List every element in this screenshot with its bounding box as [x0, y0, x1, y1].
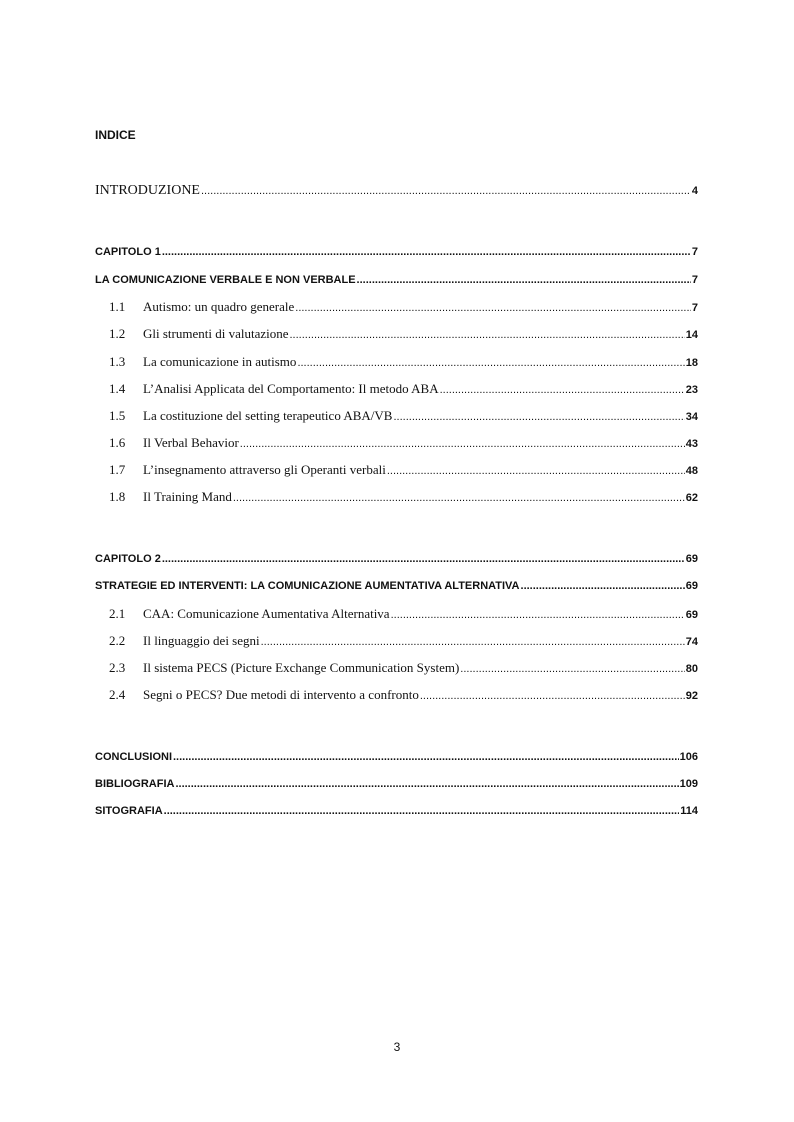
toc-entry-page: 74 [685, 636, 698, 648]
toc-entry-label: Autismo: un quadro generale [143, 299, 295, 314]
toc-entry-label: STRATEGIE ED INTERVENTI: LA COMUNICAZIONE AUMENTATIVA ALTERNATIVA [95, 580, 520, 592]
toc-entry-label: CAA: Comunicazione Aumentativa Alternativa [143, 606, 390, 621]
toc-heading: INDICE [95, 128, 136, 142]
toc-entry-label: Segni o PECS? Due metodi di intervento a confronto [143, 687, 419, 702]
section-number: 1.7 [109, 462, 126, 477]
toc-entry-section-1-3[interactable] [109, 353, 698, 371]
toc-entry-label: CONCLUSIONI [95, 751, 172, 763]
dot-leader [261, 633, 685, 650]
section-number: 1.1 [109, 299, 126, 314]
toc-entry-label: Il Training Mand [143, 489, 232, 504]
dot-leader [290, 326, 685, 343]
toc-entry-section-1-4[interactable] [109, 380, 698, 398]
toc-entry-page: 18 [685, 357, 698, 369]
toc-entry-bibliografia[interactable] [95, 775, 698, 793]
toc-entry-conclusioni[interactable] [95, 748, 698, 766]
toc-entry-capitolo-1[interactable] [95, 243, 698, 261]
toc-entry-chapter-2-subtitle[interactable] [95, 577, 698, 595]
dot-leader [164, 802, 680, 820]
toc-entry-sitografia[interactable] [95, 802, 698, 820]
toc-entry-section-1-7[interactable] [109, 461, 698, 479]
toc-entry-page: 69 [685, 609, 698, 621]
toc-entry-page: 69 [685, 553, 698, 565]
dot-leader [420, 687, 685, 704]
dot-leader [201, 182, 691, 200]
section-number: 1.2 [109, 326, 126, 341]
toc-entry-introduzione[interactable] [95, 182, 698, 200]
dot-leader [357, 271, 691, 289]
toc-entry-page: 34 [685, 411, 698, 423]
toc-entry-label: CAPITOLO 1 [95, 246, 161, 258]
toc-entry-page: 69 [685, 580, 698, 592]
toc-entry-section-1-5[interactable] [109, 407, 698, 425]
toc-entry-page: 7 [691, 274, 698, 286]
dot-leader [393, 408, 684, 425]
dot-leader [162, 243, 691, 261]
toc-entry-label: LA COMUNICAZIONE VERBALE E NON VERBALE [95, 274, 356, 286]
toc-entry-page: 114 [680, 805, 698, 817]
dot-leader [387, 462, 685, 479]
toc-entry-page: 43 [685, 438, 698, 450]
dot-leader [440, 381, 685, 398]
dot-leader [297, 354, 684, 371]
toc-entry-label: SITOGRAFIA [95, 805, 163, 817]
toc-entry-section-1-8[interactable] [109, 488, 698, 506]
section-number: 2.3 [109, 660, 126, 675]
dot-leader [460, 660, 684, 677]
dot-leader [295, 299, 691, 316]
toc-entry-page: 7 [691, 302, 698, 314]
dot-leader [233, 489, 685, 506]
dot-leader [240, 435, 685, 452]
page-number: 3 [393, 1040, 401, 1054]
toc-entry-label: Il Verbal Behavior [143, 435, 239, 450]
toc-entry-label: L’Analisi Applicata del Comportamento: Il metodo ABA [143, 381, 439, 396]
toc-entry-page: 80 [685, 663, 698, 675]
section-number: 1.8 [109, 489, 126, 504]
dot-leader [162, 550, 685, 568]
section-number: 2.4 [109, 687, 126, 702]
toc-entry-section-2-1[interactable] [109, 605, 698, 623]
toc-entry-label: INTRODUZIONE [95, 183, 200, 198]
dot-leader [391, 606, 685, 623]
toc-entry-label: BIBLIOGRAFIA [95, 778, 175, 790]
toc-entry-page: 109 [679, 778, 698, 790]
toc-entry-page: 4 [691, 185, 698, 197]
section-number: 1.3 [109, 354, 126, 369]
toc-entry-page: 62 [685, 492, 698, 504]
toc-entry-page: 14 [685, 329, 698, 341]
dot-leader [173, 748, 679, 766]
toc-entry-label: La comunicazione in autismo [143, 354, 297, 369]
toc-entry-section-2-3[interactable] [109, 659, 698, 677]
toc-entry-page: 23 [685, 384, 698, 396]
section-number: 1.4 [109, 381, 126, 396]
toc-entry-section-1-1[interactable] [109, 298, 698, 316]
toc-entry-page: 92 [685, 690, 698, 702]
toc-entry-section-1-6[interactable] [109, 434, 698, 452]
toc-entry-label: L’insegnamento attraverso gli Operanti verbali [143, 462, 386, 477]
toc-entry-label: Il linguaggio dei segni [143, 633, 260, 648]
section-number: 2.1 [109, 606, 126, 621]
toc-entry-section-1-2[interactable] [109, 325, 698, 343]
section-number: 2.2 [109, 633, 126, 648]
dot-leader [521, 577, 685, 595]
toc-entry-page: 48 [685, 465, 698, 477]
dot-leader [175, 775, 678, 793]
toc-entry-label: CAPITOLO 2 [95, 553, 161, 565]
toc-entry-page: 106 [679, 751, 698, 763]
section-number: 1.5 [109, 408, 126, 423]
section-number: 1.6 [109, 435, 126, 450]
toc-entry-capitolo-2[interactable] [95, 550, 698, 568]
toc-entry-chapter-1-subtitle[interactable] [95, 271, 698, 289]
toc-entry-label: Il sistema PECS (Picture Exchange Communication System) [143, 660, 460, 675]
toc-entry-page: 7 [691, 246, 698, 258]
toc-entry-section-2-2[interactable] [109, 632, 698, 650]
toc-entry-label: Gli strumenti di valutazione [143, 326, 289, 341]
toc-entry-label: La costituzione del setting terapeutico ABA/VB [143, 408, 393, 423]
toc-entry-section-2-4[interactable] [109, 686, 698, 704]
